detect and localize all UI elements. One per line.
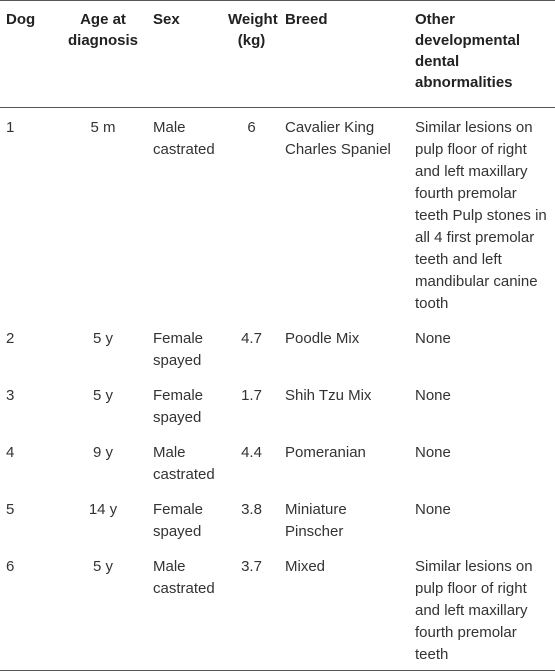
cell-breed: Shih Tzu Mix	[285, 387, 372, 404]
cell-sex: Male castrated	[153, 558, 215, 597]
cell-sex: Female spayed	[153, 501, 204, 540]
cell-weight: 3.7	[241, 558, 262, 575]
cell-dog: 3	[6, 387, 15, 404]
table-row	[0, 108, 555, 320]
cell-other: None	[415, 444, 451, 461]
table-body	[0, 108, 555, 671]
cell-weight: 1.7	[241, 387, 262, 404]
table-row	[0, 490, 555, 547]
table-row	[0, 433, 555, 490]
cell-age: 5 y	[92, 558, 113, 575]
cell-other: None	[415, 330, 451, 347]
header-age: Age at diagnosis	[67, 11, 138, 49]
cell-dog: 6	[6, 558, 15, 575]
cell-age: 5 m	[90, 119, 116, 136]
cell-dog: 4	[6, 444, 15, 461]
cell-sex: Male castrated	[153, 119, 215, 158]
table-row	[0, 376, 555, 433]
table-header	[0, 1, 555, 108]
cell-breed: Pomeranian	[285, 444, 366, 461]
header-other: Other developmental dental abnormalities	[415, 11, 521, 91]
table-row	[0, 547, 555, 671]
table-row	[0, 319, 555, 376]
cell-breed: Poodle Mix	[285, 330, 360, 347]
header-breed: Breed	[285, 11, 328, 28]
header-row	[0, 1, 555, 108]
cell-other: None	[415, 387, 451, 404]
header-sex: Sex	[153, 11, 180, 28]
cell-other: Similar lesions on pulp floor of right and left maxillary fourth premolar teeth	[415, 558, 533, 663]
cell-other: Similar lesions on pulp floor of right and left maxillary fourth premolar teeth Pulp stones in all 4 first premolar teeth and left mandibular canine tooth	[415, 119, 547, 312]
cell-weight: 4.4	[241, 444, 262, 461]
cell-other: None	[415, 501, 451, 518]
cell-sex: Female spayed	[153, 387, 204, 426]
cell-breed: Cavalier King Charles Spaniel	[285, 119, 391, 158]
cell-breed: Mixed	[285, 558, 326, 575]
header-weight: Weight (kg)	[228, 11, 278, 49]
cell-weight: 4.7	[241, 330, 262, 347]
cell-weight: 3.8	[241, 501, 262, 518]
cell-weight: 6	[247, 119, 256, 136]
cell-dog: 5	[6, 501, 15, 518]
cell-sex: Male castrated	[153, 444, 215, 483]
cell-age: 14 y	[88, 501, 118, 518]
cell-age: 9 y	[92, 444, 113, 461]
cell-dog: 1	[6, 119, 15, 136]
cell-age: 5 y	[92, 387, 113, 404]
cell-dog: 2	[6, 330, 15, 347]
cell-sex: Female spayed	[153, 330, 204, 369]
cell-age: 5 y	[92, 330, 113, 347]
cell-breed: Miniature Pinscher	[285, 501, 347, 540]
header-dog: Dog	[6, 11, 36, 28]
